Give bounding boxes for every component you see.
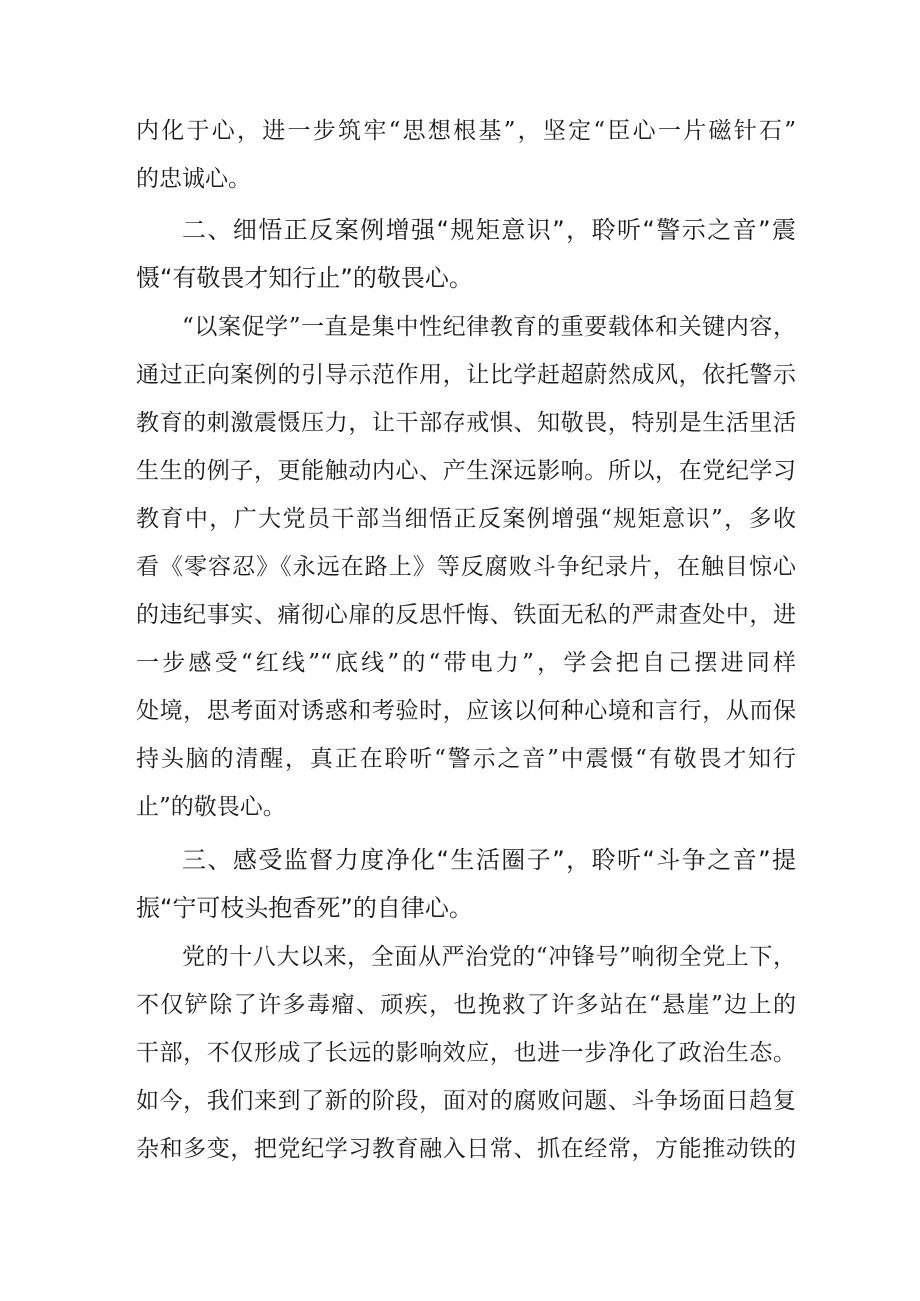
section-3-body-line: 如今，我们来到了新的阶段，面对的腐败问题、斗争场面日趋复 [136,1088,796,1114]
section-2-body-line: 教育的刺激震慑压力，让干部存戒惧、知敬畏，特别是生活里活 [136,410,796,436]
paragraph-continuation-line-1: 内化于心，进一步筑牢“思想根基”，坚定“臣心一片磁针石” [136,118,796,144]
section-3-body-line: 杂和多变，把党纪学习教育融入日常、抓在经常，方能推动铁的 [136,1136,796,1162]
section-2-body-line: 止”的敬畏心。 [136,794,286,820]
section-2-body-line: 看《零容忍》《永远在路上》等反腐败斗争纪录片，在触目惊心 [136,554,796,580]
section-2-body-line: 生生的例子，更能触动内心、产生深远影响。所以，在党纪学习 [136,458,796,484]
section-2-body-line: 一步感受“红线”“底线”的“带电力”，学会把自己摆进同样 [136,650,796,676]
section-3-heading-line-2: 振“宁可枝头抱香死”的自律心。 [136,894,473,922]
section-3-body-line: 干部，不仅形成了长远的影响效应，也进一步净化了政治生态。 [136,1040,796,1066]
section-2-body-line: “以案促学”一直是集中性纪律教育的重要载体和关键内容， [182,314,796,340]
section-2-body-line: 通过正向案例的引导示范作用，让比学赶超蔚然成风，依托警示 [136,362,796,388]
section-2-body-line: 处境，思考面对诱惑和考验时，应该以何种心境和言行，从而保 [136,698,796,724]
section-2-body-line: 教育中，广大党员干部当细悟正反案例增强“规矩意识”，多收 [136,506,796,532]
paragraph-continuation-line-2: 的忠诚心。 [136,166,251,192]
section-2-body-line: 持头脑的清醒，真正在聆听“警示之音”中震慑“有敬畏才知行 [136,746,796,772]
section-3-heading-line-1: 三、感受监督力度净化“生活圈子”，聆听“斗争之音”提 [182,846,796,874]
section-3-body-line: 党的十八大以来，全面从严治党的“冲锋号”响彻全党上下， [182,944,796,970]
section-2-heading-line-2: 慑“有敬畏才知行止”的敬畏心。 [136,264,473,292]
section-2-heading-line-1: 二、细悟正反案例增强“规矩意识”，聆听“警示之音”震 [182,216,796,244]
section-2-body-line: 的违纪事实、痛彻心扉的反思忏悔、铁面无私的严肃查处中，进 [136,602,796,628]
section-3-body-line: 不仅铲除了许多毒瘤、顽疾，也挽救了许多站在“悬崖”边上的 [136,992,796,1018]
